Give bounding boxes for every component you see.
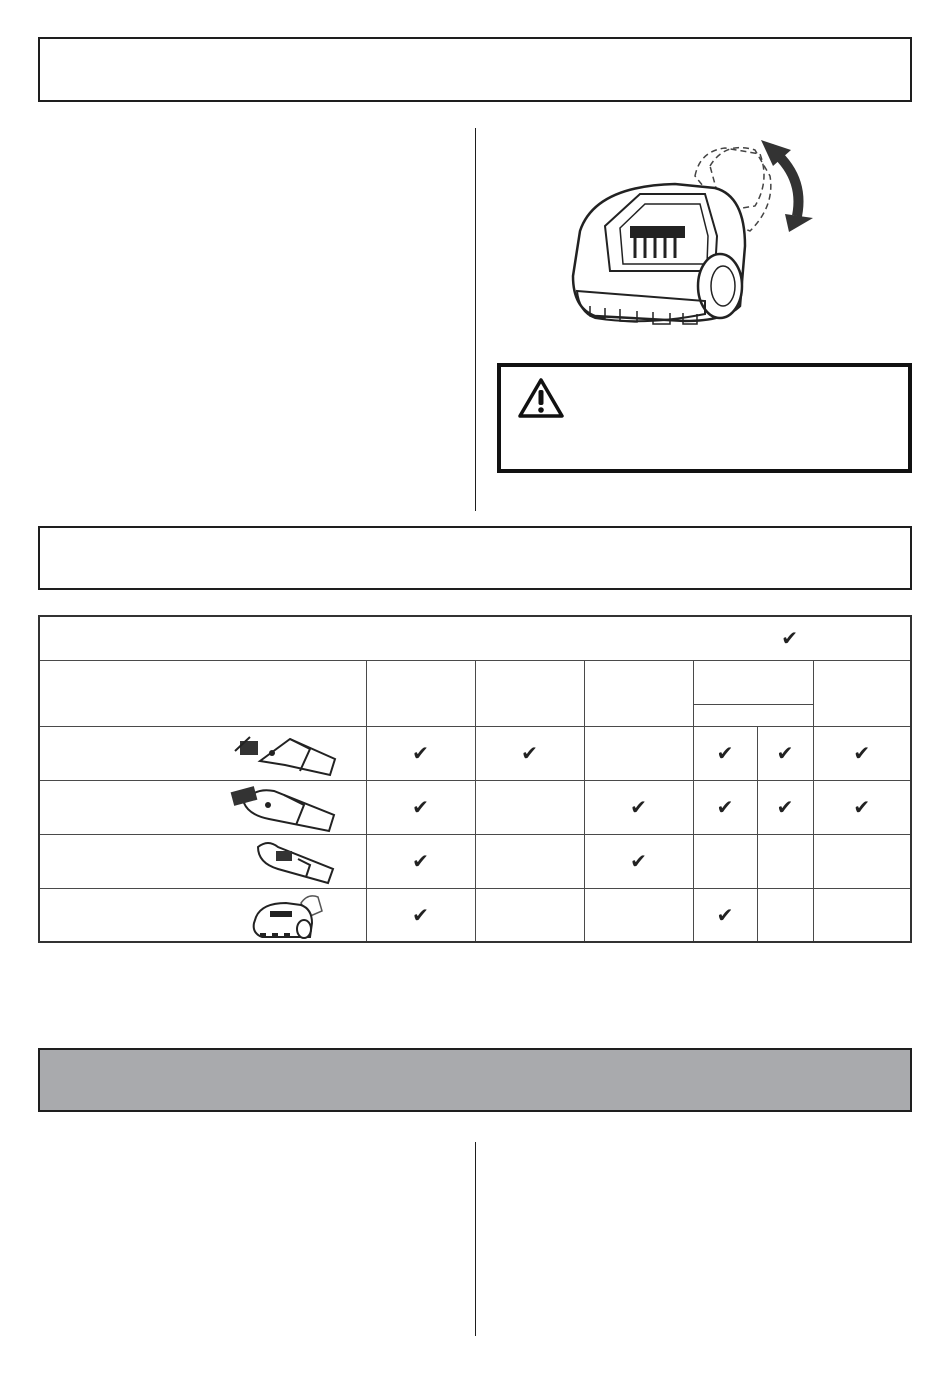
warning-box — [497, 363, 912, 473]
tool-cell — [39, 780, 366, 834]
legend-check-mark: ✔ — [39, 616, 911, 660]
section-header-bottom — [38, 1048, 912, 1112]
column-divider-bottom — [475, 1142, 476, 1336]
header-cell-group — [693, 660, 813, 704]
mark-cell — [757, 888, 813, 942]
mark-cell: ✔ — [366, 726, 475, 780]
table-row — [39, 780, 911, 834]
table-row — [39, 888, 911, 942]
header-cell-1 — [366, 660, 475, 726]
mark-cell: ✔ — [813, 780, 911, 834]
header-cell-tool — [39, 660, 366, 726]
tool-cell — [39, 726, 366, 780]
dusting-brush-tool-icon — [224, 785, 344, 833]
mark-cell — [693, 834, 757, 888]
mark-cell: ✔ — [693, 780, 757, 834]
turbo-brush-tool-icon — [246, 893, 331, 941]
mark-cell — [584, 726, 693, 780]
mark-cell — [813, 834, 911, 888]
header-cell-subgroup — [693, 704, 813, 726]
mark-cell — [475, 780, 584, 834]
mark-cell — [813, 888, 911, 942]
mark-cell: ✔ — [757, 726, 813, 780]
crevice-brush-tool-icon — [230, 731, 340, 779]
table-legend-row — [39, 616, 911, 660]
tool-cell — [39, 888, 366, 942]
section-header-middle — [38, 526, 912, 590]
mark-cell: ✔ — [366, 834, 475, 888]
mark-cell: ✔ — [693, 726, 757, 780]
turbo-brush-rotate-illustration — [565, 136, 815, 336]
table-row — [39, 726, 911, 780]
mark-cell: ✔ — [475, 726, 584, 780]
attachment-usage-table — [38, 615, 912, 943]
mark-cell — [584, 888, 693, 942]
mark-cell: ✔ — [366, 888, 475, 942]
section-header-top — [38, 37, 912, 102]
table-header-row — [39, 660, 911, 704]
mark-cell — [475, 888, 584, 942]
mark-cell: ✔ — [366, 780, 475, 834]
mark-cell: ✔ — [584, 780, 693, 834]
mark-cell: ✔ — [813, 726, 911, 780]
tool-cell — [39, 834, 366, 888]
mark-cell: ✔ — [693, 888, 757, 942]
small-brush-tool-icon — [248, 839, 338, 885]
mark-cell — [475, 834, 584, 888]
header-cell-2 — [475, 660, 584, 726]
column-divider-top — [475, 128, 476, 511]
header-cell-6 — [813, 660, 911, 726]
header-cell-3 — [584, 660, 693, 726]
mark-cell: ✔ — [584, 834, 693, 888]
warning-triangle-icon — [517, 377, 565, 419]
mark-cell — [757, 834, 813, 888]
table-row — [39, 834, 911, 888]
mark-cell: ✔ — [757, 780, 813, 834]
